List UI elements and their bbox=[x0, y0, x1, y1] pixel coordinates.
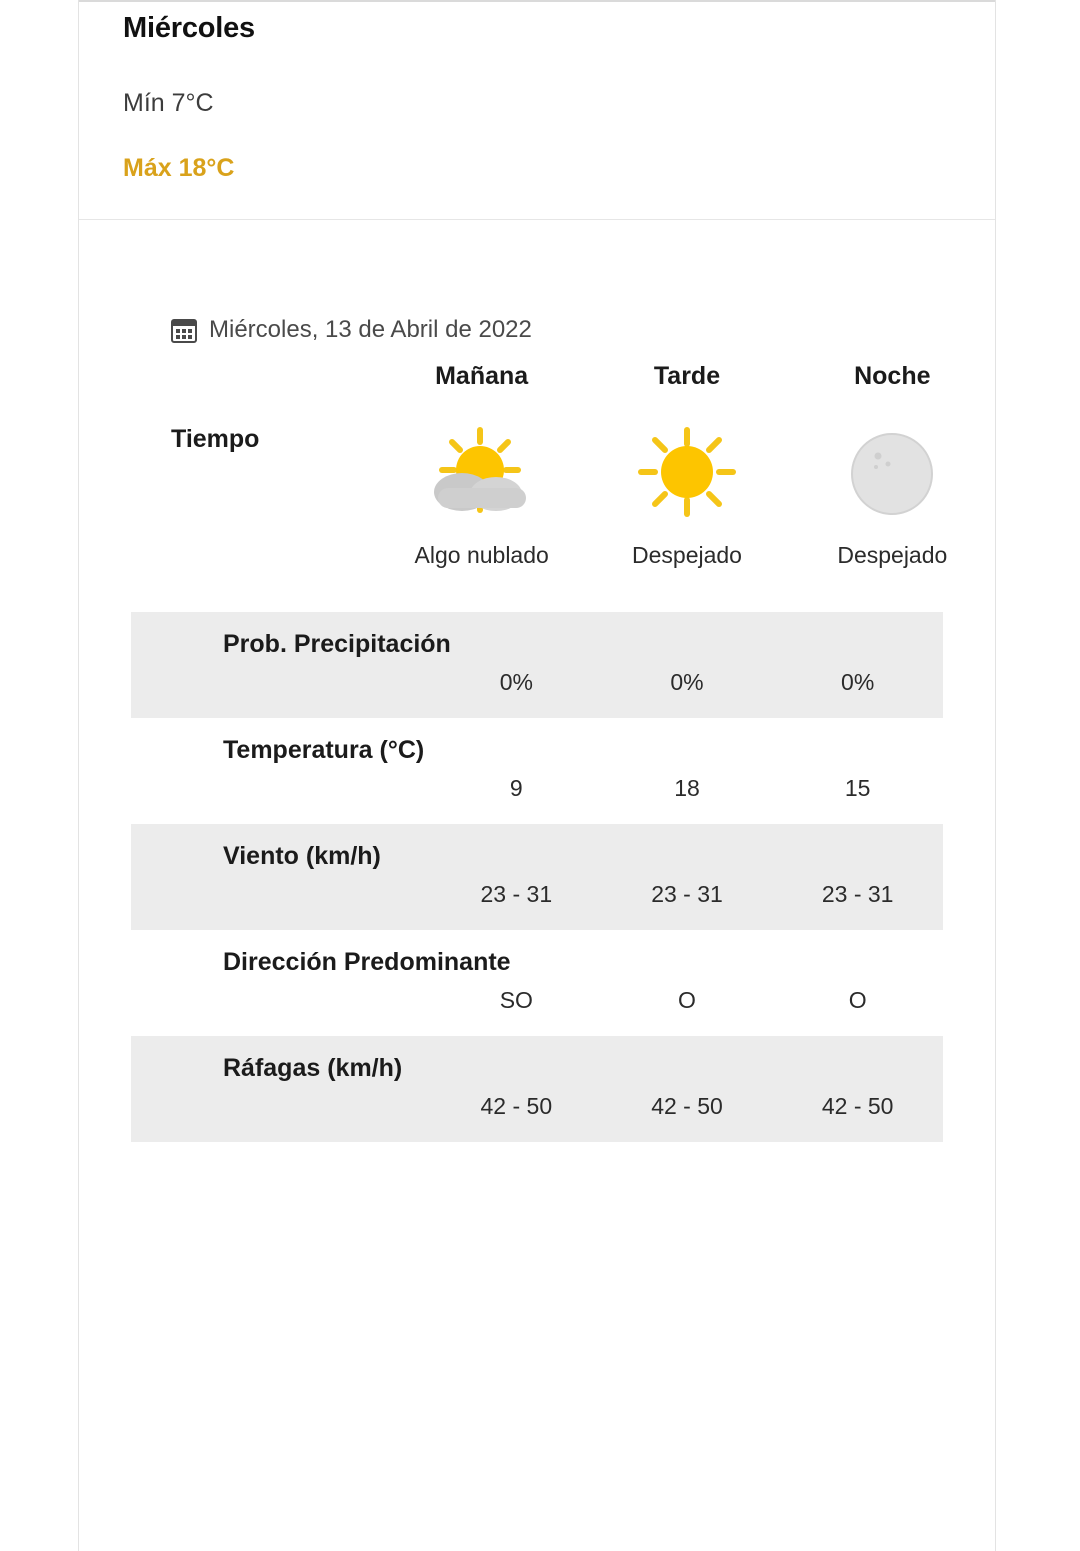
row-wind bbox=[131, 824, 943, 930]
calendar-icon bbox=[171, 317, 197, 343]
gusts-night: 42 - 50 bbox=[821, 1093, 894, 1120]
top-divider bbox=[79, 0, 995, 2]
wind-morning: 23 - 31 bbox=[480, 881, 553, 908]
row-label-gusts: Ráfagas (km/h) bbox=[223, 1054, 403, 1083]
weather-text-afternoon: Despejado bbox=[632, 542, 742, 568]
column-header-night: Noche bbox=[854, 362, 931, 390]
row-label-precipitation: Prob. Precipitación bbox=[223, 630, 451, 659]
wind-direction-night: O bbox=[848, 987, 867, 1014]
wind-afternoon: 23 - 31 bbox=[651, 881, 723, 908]
moon-icon bbox=[827, 417, 957, 537]
column-header-afternoon: Tarde bbox=[653, 362, 721, 390]
day-summary bbox=[79, 0, 995, 220]
min-temp-label: Mín 7°C bbox=[123, 89, 214, 117]
wind-night: 23 - 31 bbox=[821, 881, 894, 908]
row-label-wind: Viento (km/h) bbox=[223, 842, 381, 871]
sunny-icon bbox=[622, 417, 752, 537]
row-label-temperature: Temperatura (°C) bbox=[223, 736, 425, 765]
temperature-night: 15 bbox=[844, 775, 871, 802]
row-label-wind-direction: Dirección Predominante bbox=[223, 948, 511, 977]
row-gusts bbox=[131, 1036, 943, 1142]
partly-cloudy-icon bbox=[417, 417, 547, 537]
forecast-date-row bbox=[79, 220, 995, 344]
row-temperature bbox=[131, 718, 943, 824]
weather-text-morning: Algo nublado bbox=[414, 542, 549, 568]
weather-cell-night bbox=[790, 417, 995, 572]
row-weather bbox=[79, 391, 995, 612]
temperature-afternoon: 18 bbox=[674, 775, 700, 802]
row-wind-direction bbox=[131, 930, 943, 1036]
forecast-card bbox=[78, 0, 996, 1551]
row-precipitation bbox=[131, 612, 943, 718]
weather-cell-morning bbox=[379, 417, 584, 572]
gusts-afternoon: 42 - 50 bbox=[651, 1093, 723, 1120]
period-header-row bbox=[79, 344, 995, 391]
weather-text-night: Despejado bbox=[837, 542, 948, 568]
forecast-detail bbox=[79, 220, 995, 1142]
precipitation-afternoon: 0% bbox=[670, 669, 704, 696]
weather-cell-afternoon bbox=[584, 417, 789, 572]
precipitation-morning: 0% bbox=[499, 669, 533, 696]
precipitation-night: 0% bbox=[841, 669, 875, 696]
temperature-morning: 9 bbox=[509, 775, 523, 802]
wind-direction-morning: SO bbox=[499, 987, 533, 1014]
max-temp-label: Máx 18°C bbox=[123, 154, 235, 182]
forecast-date-text: Miércoles, 13 de Abril de 2022 bbox=[209, 316, 532, 343]
gusts-morning: 42 - 50 bbox=[480, 1093, 553, 1120]
column-header-morning: Mañana bbox=[435, 362, 529, 390]
wind-direction-afternoon: O bbox=[678, 987, 696, 1014]
row-label-weather: Tiempo bbox=[171, 425, 260, 453]
page-title: Miércoles bbox=[123, 12, 255, 44]
